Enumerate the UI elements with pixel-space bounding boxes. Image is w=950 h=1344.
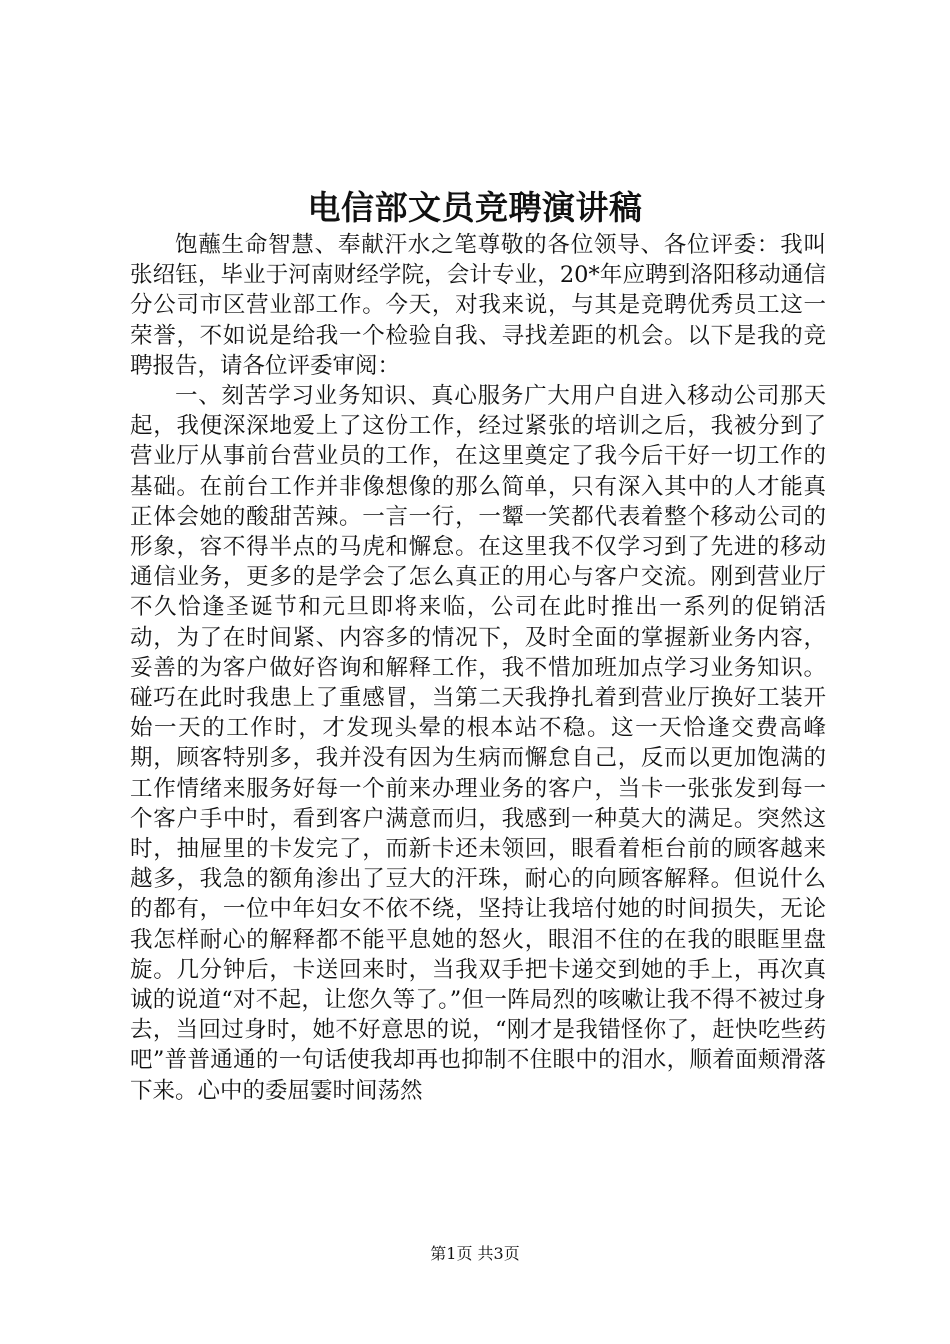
paragraph-section-one: 一、刻苦学习业务知识、真心服务广大用户自进入移动公司那天起，我便深深地爱上了这份工作，经过紧张的培训之后，我被分到了营业厅从事前台营业员的工作，在这里奠定了我今后干好一切工作的基础。在前台工作并非像想像的那么简单，只有深入其中的人才能真正体会她的酸甜苦辣。一言一行，一颦一笑都代表着整个移动公司的形象，容不得半点的马虎和懈怠。在这里我不仅学习到了先进的移动通信业务，更多的是学会了怎么真正的用心与客户交流。刚到营业厅不久恰逢圣诞节和元旦即将来临，公司在此时推出一系列的促销活动，为了在时间紧、内容多的情况下，及时全面的掌握新业务内容，妥善的为客户做好咨询和解释工作，我不惜加班加点学习业务知识。碰巧在此时我患上了重感冒，当第二天我挣扎着到营业厅换好工装开始一天的工作时，才发现头晕的根本站不稳。这一天恰逢交费高峰期，顾客特别多，我并没有因为生病而懈怠自己，反而以更加饱满的工作情绪来服务好每一个前来办理业务的客户，当卡一张张发到每一个客户手中时，看到客户满意而归，我感到一种莫大的满足。突然这时，抽屉里的卡发完了，而新卡还未领回，眼看着柜台前的顾客越来越多，我急的额角渗出了豆大的汗珠，耐心的向顾客解释。但说什么的都有，一位中年妇女不依不绕，坚持让我培付她的时间损失，无论我怎样耐心的解释都不能平息她的怒火，眼泪不住的在我的眼眶里盘旋。几分钟后，卡送回来时，当我双手把卡递交到她的手上，再次真诚的说道“对不起，让您久等了。”但一阵局烈的咳嗽让我不得不被过身去，当回过身时，她不好意思的说，“刚才是我错怪你了，赶快吃些药吧”普普通通的一句话使我却再也抑制不住眼中的泪水，顺着面颊滑落下来。心中的委屈霎时间荡然	[130, 383, 826, 1104]
document-body	[130, 230, 826, 1106]
document-title: 电信部文员竞聘演讲稿	[307, 188, 643, 227]
page-footer: 第1页 共3页	[430, 1244, 520, 1263]
paragraph-intro: 饱蘸生命智慧、奉献汗水之笔尊敬的各位领导、各位评委：我叫张绍钰，毕业于河南财经学院，会计专业，20*年应聘到洛阳移动通信分公司市区营业部工作。今天，对我来说，与其是竞聘优秀员工这一荣誉，不如说是给我一个检验自我、寻找差距的机会。以下是我的竞聘报告，请各位评委审阅：	[130, 232, 826, 379]
